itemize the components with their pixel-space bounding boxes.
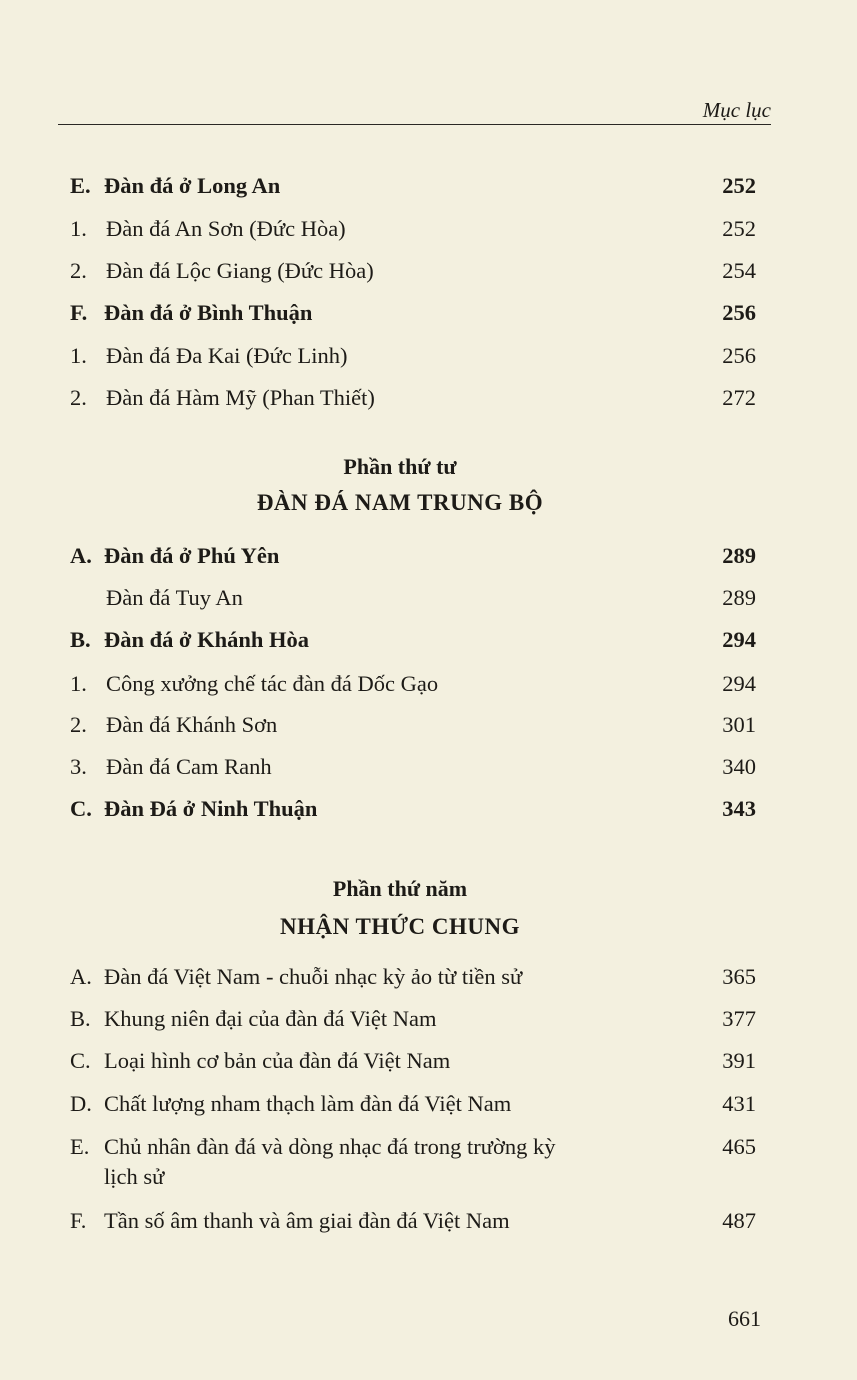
entry-page: 289	[722, 543, 756, 568]
entry-letter: 2.	[70, 385, 87, 410]
entry-letter: 2.	[70, 712, 87, 737]
entry-letter: A.	[70, 543, 92, 568]
entry-letter: B.	[70, 1006, 91, 1031]
entry-page: 294	[722, 671, 756, 696]
entry-title: Công xưởng chế tác đàn đá Dốc Gạo	[106, 671, 439, 696]
entry-letter: D.	[70, 1091, 92, 1116]
entry-letter: 3.	[70, 754, 87, 779]
entry-page: 254	[722, 258, 756, 283]
part-heading	[0, 490, 800, 516]
entry-title: Đàn Đá ở Ninh Thuận	[104, 796, 318, 821]
entry-letter: C.	[70, 1048, 91, 1073]
entry-page: 343	[722, 796, 756, 821]
entry-page: 365	[722, 964, 756, 989]
entry-page: 256	[722, 300, 756, 325]
entry-title: Đàn đá ở Phú Yên	[104, 543, 280, 568]
entry-page: 391	[722, 1048, 756, 1073]
entry-title: Khung niên đại của đàn đá Việt Nam	[104, 1006, 437, 1031]
entry-title: Đàn đá ở Bình Thuận	[104, 300, 313, 325]
entry-page: 256	[722, 343, 756, 368]
entry-letter: 1.	[70, 671, 87, 696]
entry-letter: 2.	[70, 258, 87, 283]
entry-title: Tần số âm thanh và âm giai đàn đá Việt Nam	[104, 1208, 510, 1233]
part-label: Phần thứ tư	[343, 454, 457, 479]
page-number: 661	[728, 1306, 761, 1331]
part-title: NHẬN THỨC CHUNG	[279, 914, 521, 939]
entry-page: 487	[722, 1208, 756, 1233]
entry-page: 294	[722, 627, 756, 652]
entry-letter: F.	[70, 1208, 87, 1233]
entry-letter: F.	[70, 300, 88, 325]
entry-page: 301	[722, 712, 756, 737]
entry-title: Đàn đá Việt Nam - chuỗi nhạc kỳ ảo từ tiền sử	[104, 964, 523, 989]
entry-page: 377	[722, 1006, 756, 1031]
entry-title: Đàn đá Hàm Mỹ (Phan Thiết)	[106, 385, 375, 410]
entry-title: Đàn đá An Sơn (Đức Hòa)	[106, 216, 346, 241]
running-head: Mục lục	[702, 98, 771, 122]
entry-title: Đàn đá Đa Kai (Đức Linh)	[106, 343, 348, 368]
entry-letter: B.	[70, 627, 91, 652]
part-heading	[0, 876, 800, 902]
header-rule	[58, 124, 771, 125]
entry-title: Đàn đá Tuy An	[106, 585, 243, 610]
entry-page: 272	[722, 385, 756, 410]
entry-letter: 1.	[70, 216, 87, 241]
entry-page: 431	[722, 1091, 756, 1116]
entry-letter: E.	[70, 1134, 90, 1159]
entry-title: Đàn đá Lộc Giang (Đức Hòa)	[106, 258, 374, 283]
entry-title: Đàn đá ở Khánh Hòa	[104, 627, 310, 652]
entry-letter: E.	[70, 173, 91, 198]
entry-title-line2: lịch sử	[104, 1164, 165, 1189]
entry-page: 340	[722, 754, 756, 779]
part-heading	[0, 914, 800, 940]
entry-title: Đàn đá ở Long An	[104, 173, 281, 198]
entry-title: Đàn đá Cam Ranh	[106, 754, 272, 779]
entry-title: Chủ nhân đàn đá và dòng nhạc đá trong trường kỳ	[104, 1134, 556, 1159]
part-title: ĐÀN ĐÁ NAM TRUNG BỘ	[256, 490, 544, 515]
entry-page: 289	[722, 585, 756, 610]
entry-letter: 1.	[70, 343, 87, 368]
entry-page: 252	[722, 216, 756, 241]
entry-title: Loại hình cơ bản của đàn đá Việt Nam	[104, 1048, 451, 1073]
part-label: Phần thứ năm	[332, 876, 468, 901]
entry-letter: A.	[70, 964, 92, 989]
entry-title: Chất lượng nham thạch làm đàn đá Việt Nam	[104, 1091, 512, 1116]
entry-title: Đàn đá Khánh Sơn	[106, 712, 278, 737]
entry-page: 465	[722, 1134, 756, 1159]
entry-letter: C.	[70, 796, 92, 821]
entry-page: 252	[722, 173, 756, 198]
part-heading	[0, 454, 800, 480]
